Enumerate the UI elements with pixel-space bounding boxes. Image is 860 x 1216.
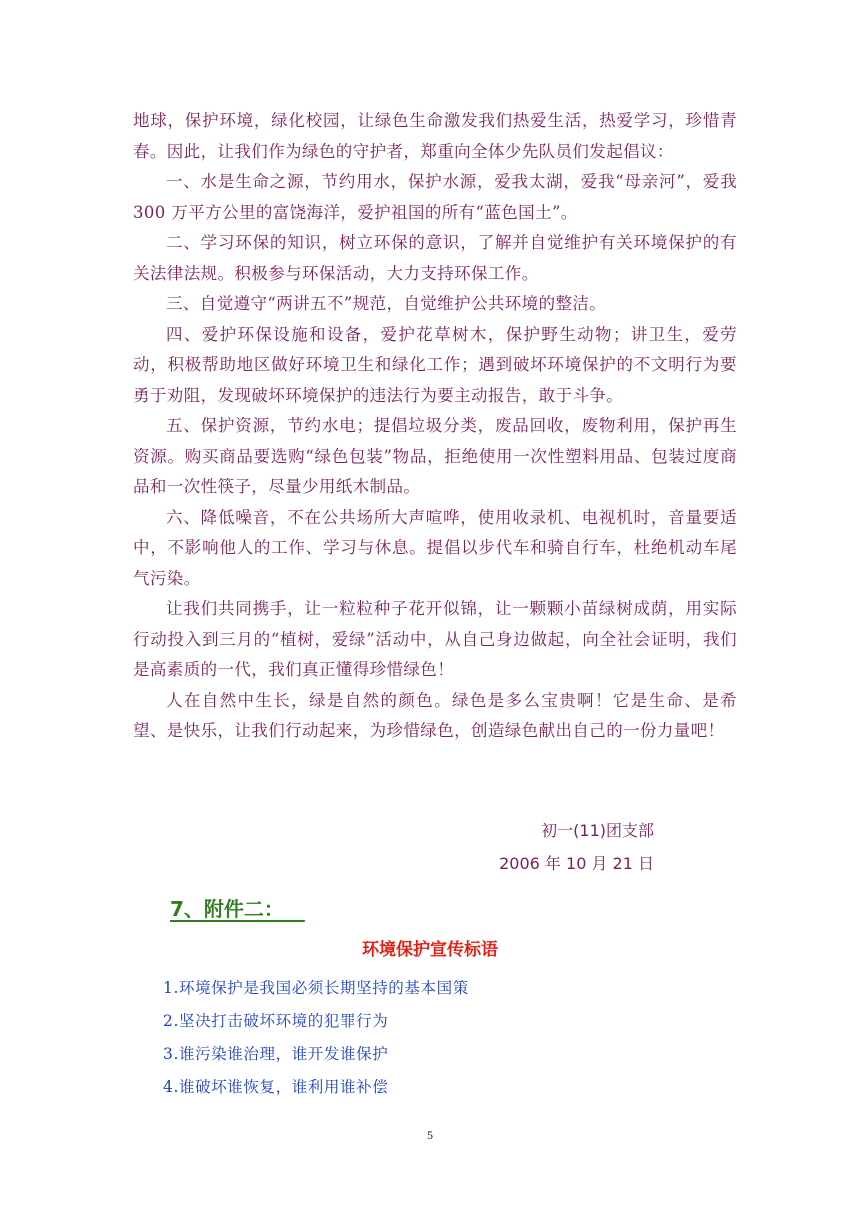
paragraph-call-to-action: 让我们共同携手，让一粒粒种子花开似锦，让一颗颗小苗绿树成荫，用实际行动投入到三月的“植树，爱绿”活动中，从自己身边做起，向全社会证明，我们是高素质的一代，我们真正懂得珍惜绿色！ [133,599,737,679]
paragraph-item-1: 一、水是生命之源，节约用水，保护水源，爱我太湖，爱我“母亲河”，爱我 300 万平方公里的富饶海洋，爱护祖国的所有“蓝色国土”。 [133,172,737,222]
paragraph-continuation: 地球，保护环境，绿化校园，让绿色生命激发我们热爱生活，热爱学习，珍惜青春。因此，让我们作为绿色的守护者，郑重向全体少先队员们发起倡议： [133,111,737,161]
paragraph-item-2: 二、学习环保的知识，树立环保的意识，了解并自觉维护有关环境保护的有关法律法规。积极参与环保活动，大力支持环保工作。 [133,233,737,283]
slogan-item: 3.谁污染谁治理，谁开发谁保护 [163,1045,389,1063]
paragraph-item-3: 三、自觉遵守“两讲五不”规范，自觉维护公共环境的整洁。 [166,294,607,313]
attachment-heading: 7、附件二： [170,897,305,921]
paragraph-item-5: 五、保护资源，节约水电；提倡垃圾分类，废品回收，废物利用，保护再生资源。购买商品要选购“绿色包装”物品，拒绝使用一次性塑料用品、包装过度商品和一次性筷子，尽量少用纸木制品。 [133,416,737,496]
proposal-body [133,106,737,747]
slogan-item: 2.坚决打击破坏环境的犯罪行为 [163,1012,389,1030]
signature-organization: 初一(11)团支部 [541,821,654,840]
paragraph-closing: 人在自然中生长，绿是自然的颜色。绿色是多么宝贵啊！它是生命、是希望、是快乐，让我们行动起来，为珍惜绿色，创造绿色献出自己的一份力量吧！ [133,690,737,740]
slogans-title: 环境保护宣传标语 [362,940,498,960]
paragraph-item-4: 四、爱护环保设施和设备，爱护花草树木，保护野生动物；讲卫生，爱劳动，积极帮助地区做好环境卫生和绿化工作；遇到破坏环境保护的不文明行为要勇于劝阻，发现破坏环境保护的违法行为要主动报告，敢于斗争。 [133,324,737,405]
slogan-item: 1.环境保护是我国必须长期坚持的基本国策 [163,979,469,997]
slogan-item: 4.谁破坏谁恢复，谁利用谁补偿 [163,1078,389,1096]
signature-date: 2006 年 10 月 21 日 [499,854,654,873]
page-number: 5 [427,1128,433,1142]
paragraph-item-6: 六、降低噪音，不在公共场所大声喧哗，使用收录机、电视机时，音量要适中，不影响他人的工作、学习与休息。提倡以步代车和骑自行车，杜绝机动车尾气污染。 [133,507,737,588]
slogan-list [163,977,469,1109]
